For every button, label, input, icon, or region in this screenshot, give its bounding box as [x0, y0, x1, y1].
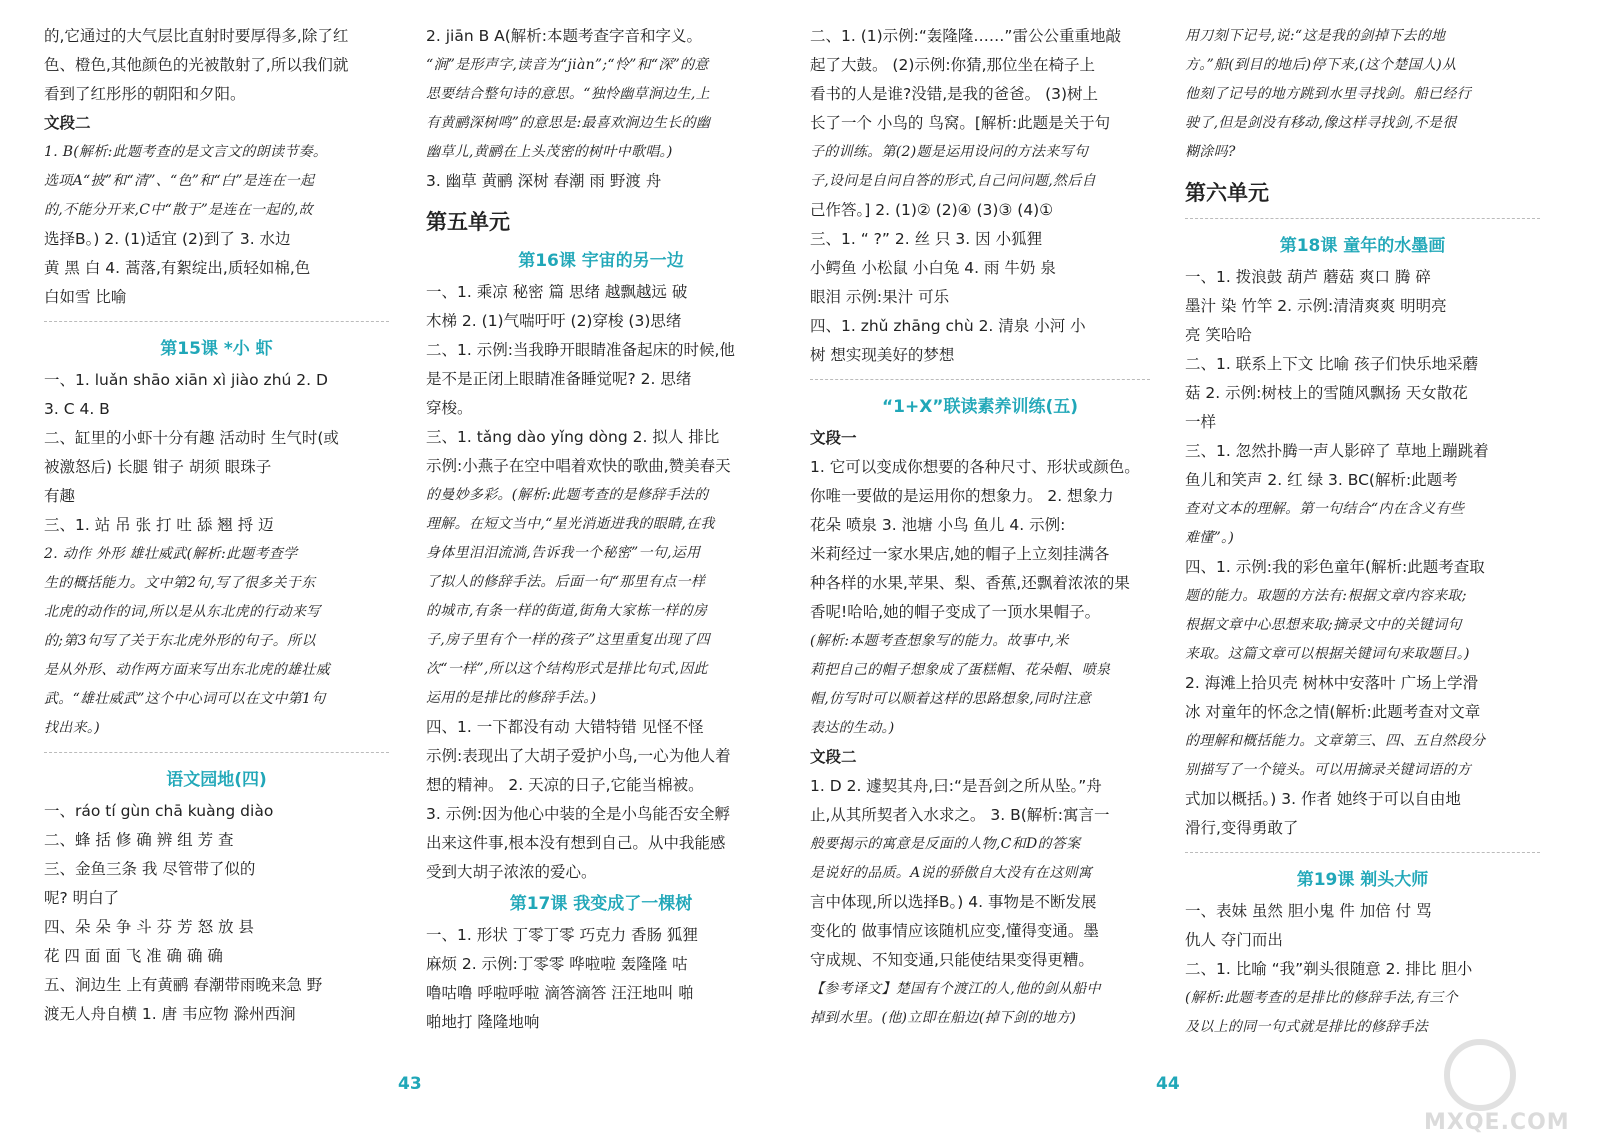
- text-line: 生的概括能力。文中第2句,写了很多关于东: [44, 575, 316, 591]
- text-line: 北虎的动作的词,所以是从东北虎的行动来写: [44, 604, 321, 620]
- text-line: 1. 它可以变成你想要的各种尺寸、形状或颜色。: [810, 458, 1140, 476]
- divider: [44, 752, 389, 753]
- text-line: 被激怒后) 长腿 钳子 胡须 眼珠子: [44, 458, 272, 476]
- text-line: 二、1. (1)示例:“轰隆隆……”雷公公重重地敲: [810, 27, 1121, 45]
- text-line: 示例:小燕子在空中唱着欢快的歌曲,赞美春天: [426, 457, 731, 475]
- text-line: 武。“雄壮威武”这个中心词可以在文中第1句: [44, 691, 326, 707]
- text-line: 的理解和概括能力。文章第三、四、五自然段分: [1185, 733, 1486, 749]
- text-line: 想的精神。 2. 天凉的日子,它能当棉被。: [426, 776, 704, 794]
- text-line: 白如雪 比喻: [44, 288, 127, 306]
- section-label: 文段二: [44, 114, 91, 132]
- text-line: 理解。在短文当中,“星光消逝进我的眼睛,在我: [426, 516, 715, 532]
- text-line: 糊涂吗?: [1185, 144, 1236, 160]
- lesson-title: 第18课 童年的水墨画: [1279, 236, 1446, 256]
- divider: [810, 379, 1150, 380]
- text-line: 菇 2. 示例:树枝上的雪随风飘扬 天女散花: [1185, 384, 1468, 402]
- text-line: 一样: [1185, 413, 1217, 431]
- text-line: 己作答。] 2. (1)② (2)④ (3)③ (4)①: [810, 201, 1054, 219]
- text-line: 黄 黑 白 4. 蒿落,有絮绽出,质轻如棉,色: [44, 259, 311, 277]
- text-line: 他刻了记号的地方跳到水里寻找剑。船已经行: [1185, 86, 1471, 102]
- text-line: 二、缸里的小虾十分有趣 活动时 生气时(或: [44, 429, 339, 447]
- text-line: 的,不能分开来,C中“散于”是连在一起的,故: [44, 202, 313, 218]
- text-line: 是从外形、动作两方面来写出东北虎的雄壮威: [44, 662, 330, 678]
- page-number-left: 43: [398, 1074, 422, 1094]
- lesson-title: 第17课 我变成了一棵树: [509, 894, 693, 914]
- text-line: 驶了,但是剑没有移动,像这样寻找剑,不是很: [1185, 115, 1457, 131]
- column-2: [426, 22, 776, 1037]
- text-line: 是不是正闭上眼睛准备睡觉呢? 2. 思绪: [426, 370, 692, 388]
- text-line: 仇人 夺门而出: [1185, 931, 1283, 949]
- column-1: [44, 22, 389, 1029]
- unit-title: 第五单元: [426, 210, 510, 234]
- text-line: 方。”船(到目的地后)停下来,(这个楚国人)从: [1185, 57, 1457, 73]
- text-line: 般要揭示的寓意是反面的人物,C和D的答案: [810, 836, 1081, 852]
- watermark-logo-icon: [1444, 1039, 1516, 1111]
- text-line: 是说好的品质。A说的骄傲自大没有在这则寓: [810, 865, 1093, 881]
- text-line: 有趣: [44, 487, 76, 505]
- text-line: 变化的 做事情应该随机应变,懂得变通。墨: [810, 922, 1099, 940]
- text-line: 及以上的同一句式就是排比的修辞手法: [1185, 1019, 1429, 1035]
- text-line: 呢? 明白了: [44, 889, 120, 907]
- lesson-title: 语文园地(四): [166, 770, 267, 790]
- text-line: 有黄鹂深树鸣”的意思是:最喜欢涧边生长的幽: [426, 115, 711, 131]
- text-line: 身体里泪泪流淌,告诉我一个秘密”一句,运用: [426, 545, 701, 561]
- text-line: 二、1. 示例:当我睁开眼睛准备起床的时候,他: [426, 341, 735, 359]
- lesson-title: 第19课 剃头大师: [1296, 870, 1429, 890]
- text-line: 一、表妹 虽然 胆小鬼 件 加倍 付 骂: [1185, 902, 1432, 920]
- text-line: 3. 幽草 黄鹂 深树 春潮 雨 野渡 舟: [426, 172, 662, 190]
- text-line: 树 想实现美好的梦想: [810, 346, 955, 364]
- text-line: 一、1. 拨浪鼓 葫芦 蘑菇 爽口 腾 碎: [1185, 268, 1431, 286]
- watermark: [1424, 1035, 1574, 1135]
- text-line: 二、1. 联系上下文 比喻 孩子们快乐地采蘑: [1185, 355, 1479, 373]
- text-line: (解析:本题考查想象写的能力。故事中,米: [810, 633, 1069, 649]
- text-line: 守成规、不知变通,只能使结果变得更糟。: [810, 951, 1094, 969]
- text-line: 四、1. 示例:我的彩色童年(解析:此题考查取: [1185, 558, 1485, 576]
- text-line: 种各样的水果,苹果、梨、香蕉,还飘着浓浓的果: [810, 574, 1130, 592]
- text-line: 鱼儿和笑声 2. 红 绿 3. BC(解析:此题考: [1185, 471, 1458, 489]
- text-line: 香呢!哈哈,她的帽子变成了一顶水果帽子。: [810, 603, 1101, 621]
- text-line: 用刀刻下记号,说:“这是我的剑掉下去的地: [1185, 28, 1446, 44]
- text-line: 一、ráo tí gùn chā kuàng diào: [44, 802, 274, 820]
- text-line: 一、1. 乘凉 秘密 篇 思绪 越飘越远 破: [426, 283, 688, 301]
- text-line: 三、金鱼三条 我 尽管带了似的: [44, 860, 256, 878]
- column-4: [1185, 22, 1540, 1042]
- text-line: 米莉经过一家水果店,她的帽子上立刻挂满各: [810, 545, 1110, 563]
- text-line: 3. C 4. B: [44, 400, 110, 418]
- text-line: 止,从其所契者入水求之。 3. B(解析:寓言一: [810, 806, 1110, 824]
- text-line: 麻烦 2. 示例:丁零零 哗啦啦 轰隆隆 咕: [426, 955, 688, 973]
- text-line: 查对文本的理解。第一句结合“内在含义有些: [1185, 501, 1465, 517]
- text-line: 3. 示例:因为他心中装的全是小鸟能否安全孵: [426, 805, 730, 823]
- text-line: 子的训练。第(2)题是运用设问的方法来写句: [810, 144, 1089, 160]
- text-line: 木梯 2. (1)气喘吁吁 (2)穿梭 (3)思绪: [426, 312, 682, 330]
- page-number-right: 44: [1156, 1074, 1180, 1094]
- text-line: 起了大鼓。 (2)示例:你猜,那位坐在椅子上: [810, 56, 1096, 74]
- text-line: 莉把自己的帽子想象成了蛋糕帽、花朵帽、喷泉: [810, 662, 1111, 678]
- text-line: 的曼妙多彩。(解析:此题考查的是修辞手法的: [426, 487, 709, 503]
- text-line: 式加以概括。) 3. 作者 她终于可以自由地: [1185, 790, 1461, 808]
- text-line: 墨汁 染 竹竿 2. 示例:清清爽爽 明明亮: [1185, 297, 1447, 315]
- text-line: 表达的生动。): [810, 720, 895, 736]
- text-line: 幽草儿,黄鹂在上头茂密的树叶中歌唱。): [426, 144, 673, 160]
- text-line: 亮 笑哈哈: [1185, 326, 1252, 344]
- text-line: 色、橙色,其他颜色的光被散射了,所以我们就: [44, 56, 349, 74]
- text-line: 一、1. luǎn shāo xiān xì jiào zhú 2. D: [44, 371, 328, 389]
- text-line: 三、1. 站 吊 张 打 吐 舔 翘 捋 迈: [44, 516, 274, 534]
- text-line: 二、蜂 括 修 确 辨 组 芳 查: [44, 831, 234, 849]
- text-line: 四、1. 一下都没有动 大错特错 见怪不怪: [426, 718, 704, 736]
- text-line: 次“一样”,所以这个结构形式是排比句式,因此: [426, 661, 708, 677]
- text-line: 别描写了一个镜头。可以用摘录关键词语的方: [1185, 762, 1471, 778]
- text-line: 噜咕噜 呼啦呼啦 滴答滴答 汪汪地叫 啪: [426, 984, 694, 1002]
- column-3: [810, 22, 1150, 1033]
- text-line: 你唯一要做的是运用你的想象力。 2. 想象力: [810, 487, 1114, 505]
- text-line: 四、朵 朵 争 斗 芬 芳 怒 放 县: [44, 918, 254, 936]
- text-line: 选择B。) 2. (1)适宜 (2)到了 3. 水边: [44, 230, 291, 248]
- text-line: 根据文章中心思想来取;摘录文中的关键词句: [1185, 617, 1462, 633]
- lesson-title: “1+X”联读素养训练(五): [881, 397, 1079, 417]
- text-line: 受到大胡子浓浓的爱心。: [426, 863, 597, 881]
- text-line: 五、涧边生 上有黄鹂 春潮带雨晚来急 野: [44, 976, 323, 994]
- text-line: 的,它通过的大气层比直射时要厚得多,除了红: [44, 27, 349, 45]
- text-line: 冰 对童年的怀念之情(解析:此题考查对文章: [1185, 703, 1481, 721]
- text-line: 来取。这篇文章可以根据关键词句来取题目。): [1185, 646, 1470, 662]
- text-line: 选项A“披”和“清”、“色”和“白”是连在一起: [44, 173, 315, 189]
- text-line: 2. 海滩上拾贝壳 树林中安落叶 广场上学滑: [1185, 674, 1479, 692]
- text-line: 了拟人的修辞手法。后面一句“那里有点一样: [426, 574, 706, 590]
- text-line: 花 四 面 面 飞 准 确 确 确: [44, 947, 223, 965]
- section-label: 文段二: [810, 748, 857, 766]
- text-line: 四、1. zhǔ zhāng chù 2. 清泉 小河 小: [810, 317, 1086, 335]
- text-line: 渡无人舟自横 1. 唐 韦应物 滁州西涧: [44, 1005, 296, 1023]
- text-line: 看到了红彤彤的朝阳和夕阳。: [44, 85, 246, 103]
- text-line: 思要结合整句诗的意思。“独怜幽草涧边生,上: [426, 86, 710, 102]
- text-line: 1. D 2. 遽契其舟,曰:“是吾剑之所从坠。”舟: [810, 777, 1102, 795]
- lesson-title: 第16课 宇宙的另一边: [518, 251, 684, 271]
- lesson-title: 第15课 *小 虾: [160, 339, 273, 359]
- text-line: 子,房子里有个一样的孩子”这里重复出现了四: [426, 632, 710, 648]
- text-line: 三、1. tǎng dào yǐng dòng 2. 拟人 排比: [426, 428, 720, 446]
- divider: [1185, 852, 1540, 853]
- text-line: 子,设问是自问自答的形式,自己问问题,然后自: [810, 173, 1096, 189]
- text-line: 眼泪 示例:果汁 可乐: [810, 288, 950, 306]
- text-line: (解析:此题考查的是排比的修辞手法,有三个: [1185, 990, 1458, 1006]
- text-line: 二、1. 比喻 “我”剃头很随意 2. 排比 胆小: [1185, 960, 1473, 978]
- text-line: 掉到水里。(他)立即在船边(掉下剑的地方): [810, 1010, 1077, 1026]
- divider: [1185, 218, 1540, 219]
- section-label: 文段一: [810, 429, 857, 447]
- text-line: 穿梭。: [426, 399, 473, 417]
- text-line: 长了一个 小鸟的 鸟窝。[解析:此题是关于句: [810, 114, 1111, 132]
- text-line: 运用的是排比的修辞手法。): [426, 690, 597, 706]
- text-line: 出来这件事,根本没有想到自己。从中我能感: [426, 834, 726, 852]
- text-line: 啪地打 隆隆地响: [426, 1013, 540, 1031]
- text-line: 1. B(解析:此题考查的是文言文的朗读节奏。: [44, 144, 328, 160]
- text-line: 一、1. 形状 丁零丁零 巧克力 香肠 狐狸: [426, 926, 698, 944]
- text-line: 难懂”。): [1185, 530, 1235, 546]
- text-line: 帽,仿写时可以顺着这样的思路想象,同时注意: [810, 691, 1092, 707]
- text-line: 花朵 喷泉 3. 池塘 小鸟 鱼儿 4. 示例:: [810, 516, 1066, 534]
- text-line: 三、1. 忽然扑腾一声人影碎了 草地上蹦跳着: [1185, 442, 1489, 460]
- divider: [44, 321, 389, 322]
- text-line: 三、1. “ ?” 2. 丝 只 3. 因 小狐狸: [810, 230, 1043, 248]
- text-line: 看书的人是谁?没错,是我的爸爸。 (3)树上: [810, 85, 1099, 103]
- text-line: 滑行,变得勇敢了: [1185, 819, 1299, 837]
- watermark-text: MXQE.COM: [1424, 1110, 1570, 1135]
- text-line: 的;第3句写了关于东北虎外形的句子。所以: [44, 633, 316, 649]
- text-line: 小鳄鱼 小松鼠 小白兔 4. 雨 牛奶 泉: [810, 259, 1056, 277]
- text-line: 的城市,有条一样的街道,街角大家栋一样的房: [426, 603, 708, 619]
- text-line: “涧”是形声字,读音为“jiàn”;“怜”和“深”的意: [426, 57, 709, 73]
- unit-title: 第六单元: [1185, 181, 1269, 205]
- text-line: 2. 动作 外形 雄壮威武(解析:此题考查学: [44, 546, 298, 562]
- text-line: 言中体现,所以选择B。) 4. 事物是不断发展: [810, 893, 1097, 911]
- text-line: 2. jiān B A(解析:本题考查字音和字义。: [426, 27, 703, 45]
- text-line: 题的能力。取题的方法有:根据文章内容来取;: [1185, 588, 1467, 604]
- text-line: 示例:表现出了大胡子爱护小鸟,一心为他人着: [426, 747, 731, 765]
- text-line: 找出来。): [44, 720, 100, 736]
- text-line: 【参考译文】楚国有个渡江的人,他的剑从船中: [810, 981, 1101, 997]
